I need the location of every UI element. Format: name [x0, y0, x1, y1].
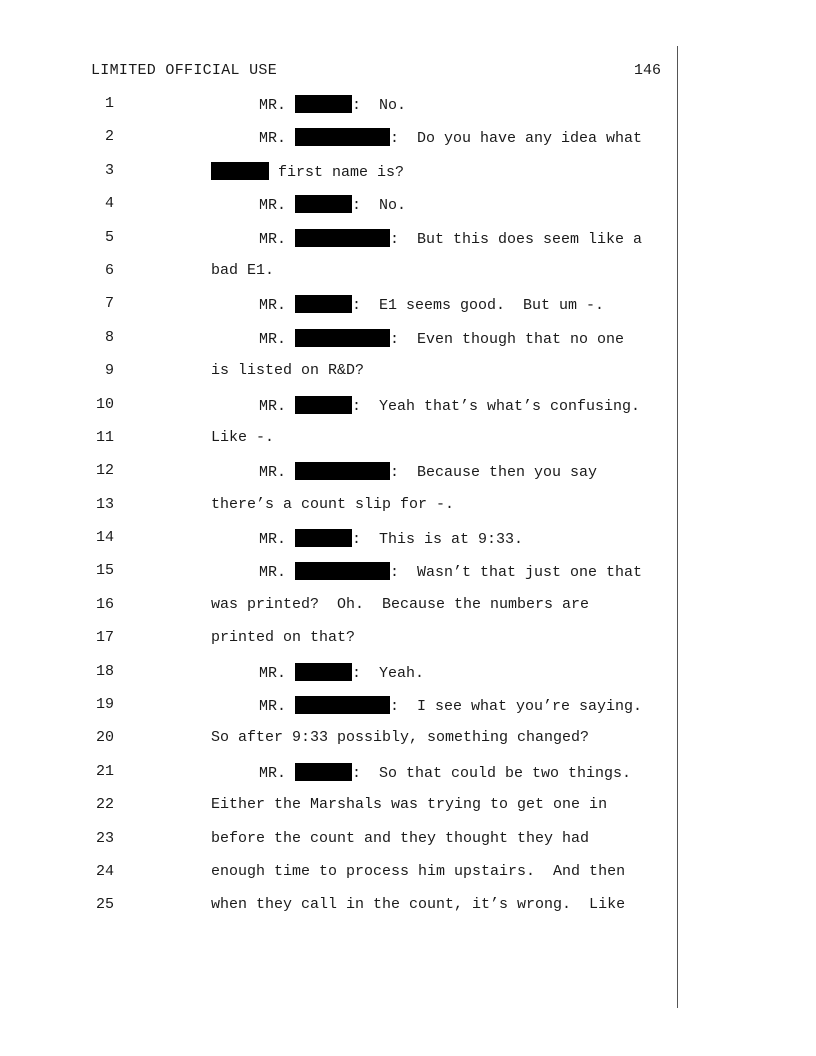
- line-text: [211, 796, 607, 814]
- transcript-line: [0, 628, 816, 661]
- spoken-text: first name is?: [269, 163, 405, 181]
- line-text: [211, 429, 274, 447]
- spoken-text: : Yeah.: [352, 664, 425, 682]
- line-text: [259, 696, 642, 716]
- line-number: 19: [95, 696, 114, 714]
- line-number: 15: [95, 562, 114, 580]
- transcript-lines: [0, 94, 816, 929]
- line-text: [259, 529, 523, 549]
- redaction-box: [295, 295, 352, 313]
- line-number: 16: [95, 595, 114, 613]
- transcript-line: [0, 161, 816, 194]
- spoken-text: : Because then you say: [390, 464, 598, 482]
- transcript-line: [0, 595, 816, 628]
- line-number: 12: [95, 462, 114, 480]
- line-number: 24: [95, 862, 114, 880]
- line-text: [259, 229, 642, 249]
- line-text: [259, 663, 424, 683]
- transcript-line: [0, 495, 816, 528]
- transcript-line: [0, 294, 816, 327]
- transcript-line: [0, 328, 816, 361]
- spoken-text: : No.: [352, 97, 407, 114]
- spoken-text: : E1 seems good. But um -.: [352, 297, 605, 315]
- spoken-text: So after 9:33 possibly, something changed?: [211, 729, 590, 747]
- line-text: [211, 629, 355, 647]
- page-number: 146: [634, 62, 662, 79]
- transcript-line: [0, 127, 816, 160]
- speaker-prefix: MR.: [259, 464, 296, 482]
- redaction-box: [295, 462, 390, 480]
- line-text: [211, 863, 625, 881]
- line-number: 2: [104, 128, 114, 146]
- redaction-box: [295, 396, 352, 414]
- speaker-prefix: MR.: [259, 97, 296, 114]
- spoken-text: Either the Marshals was trying to get one in: [211, 796, 608, 814]
- speaker-prefix: MR.: [259, 564, 296, 582]
- spoken-text: enough time to process him upstairs. And then: [211, 862, 626, 880]
- transcript-line: [0, 728, 816, 761]
- spoken-text: : No.: [352, 197, 407, 215]
- line-text: [211, 596, 589, 614]
- speaker-prefix: MR.: [259, 330, 296, 348]
- spoken-text: : Wasn’t that just one that: [390, 564, 643, 582]
- transcript-line: [0, 829, 816, 862]
- speaker-prefix: MR.: [259, 664, 296, 682]
- transcript-line: [0, 662, 816, 695]
- line-number: 6: [104, 261, 114, 279]
- transcript-line: [0, 395, 816, 428]
- line-text: [259, 95, 406, 115]
- line-text: [211, 262, 274, 280]
- redaction-box: [295, 562, 390, 580]
- redaction-box: [295, 763, 352, 781]
- redaction-box: [295, 329, 390, 347]
- speaker-prefix: MR.: [259, 764, 296, 782]
- line-text: [211, 496, 454, 514]
- line-number: 13: [95, 495, 114, 513]
- speaker-prefix: MR.: [259, 297, 296, 315]
- line-text: [259, 195, 406, 215]
- line-text: [259, 295, 604, 315]
- line-number: 11: [95, 428, 114, 446]
- line-number: 20: [95, 729, 114, 747]
- transcript-line: [0, 194, 816, 227]
- line-number: 4: [104, 195, 114, 213]
- spoken-text: when they call in the count, it’s wrong. Like: [211, 896, 626, 914]
- redaction-box: [295, 95, 352, 113]
- line-text: [211, 830, 589, 848]
- spoken-text: bad E1.: [211, 261, 275, 279]
- redaction-box: [295, 229, 390, 247]
- spoken-text: there’s a count slip for -.: [211, 495, 455, 513]
- speaker-prefix: MR.: [259, 130, 296, 148]
- line-number: 14: [95, 529, 114, 547]
- transcript-line: [0, 94, 816, 127]
- line-text: [259, 329, 624, 349]
- classification-marking: LIMITED OFFICIAL USE: [91, 62, 278, 79]
- redaction-box: [295, 696, 390, 714]
- spoken-text: : Yeah that’s what’s confusing.: [352, 397, 641, 415]
- redaction-box: [295, 195, 352, 213]
- redaction-box: [295, 529, 352, 547]
- transcript-line: [0, 361, 816, 394]
- line-number: 23: [95, 829, 114, 847]
- transcript-line: [0, 695, 816, 728]
- line-text: [211, 162, 404, 182]
- line-text: [259, 128, 642, 148]
- line-number: 18: [95, 662, 114, 680]
- spoken-text: : But this does seem like a: [390, 230, 643, 248]
- line-number: 9: [104, 362, 114, 380]
- spoken-text: : Do you have any idea what: [390, 130, 643, 148]
- line-text: [259, 562, 642, 582]
- speaker-prefix: MR.: [259, 197, 296, 215]
- spoken-text: before the count and they thought they had: [211, 829, 590, 847]
- redaction-box: [295, 128, 390, 146]
- transcript-line: [0, 528, 816, 561]
- line-number: 25: [95, 896, 114, 914]
- redaction-box: [295, 663, 352, 681]
- spoken-text: : Even though that no one: [390, 330, 625, 348]
- speaker-prefix: MR.: [259, 531, 296, 549]
- line-number: 7: [104, 295, 114, 313]
- line-text: [259, 763, 631, 783]
- line-number: 22: [95, 796, 114, 814]
- line-text: [259, 396, 640, 416]
- line-number: 8: [104, 328, 114, 346]
- line-number: 5: [104, 228, 114, 246]
- transcript-line: [0, 895, 816, 928]
- transcript-line: [0, 428, 816, 461]
- line-text: [211, 362, 364, 380]
- spoken-text: was printed? Oh. Because the numbers are: [211, 595, 590, 613]
- spoken-text: Like -.: [211, 428, 275, 446]
- spoken-text: : This is at 9:33.: [352, 531, 524, 549]
- speaker-prefix: MR.: [259, 397, 296, 415]
- line-number: 1: [104, 95, 114, 112]
- transcript-line: [0, 561, 816, 594]
- spoken-text: is listed on R&D?: [211, 362, 365, 380]
- redaction-box: [211, 162, 269, 180]
- line-number: 10: [95, 395, 114, 413]
- transcript-line: [0, 261, 816, 294]
- line-text: [211, 896, 625, 914]
- transcript-line: [0, 862, 816, 895]
- line-number: 21: [95, 762, 114, 780]
- transcript-line: [0, 228, 816, 261]
- speaker-prefix: MR.: [259, 698, 296, 716]
- transcript-line: [0, 762, 816, 795]
- spoken-text: printed on that?: [211, 629, 356, 647]
- line-number: 3: [104, 161, 114, 179]
- transcript-line: [0, 461, 816, 494]
- line-text: [211, 729, 589, 747]
- spoken-text: : So that could be two things.: [352, 764, 632, 782]
- transcript-line: [0, 795, 816, 828]
- line-number: 17: [95, 629, 114, 647]
- speaker-prefix: MR.: [259, 230, 296, 248]
- line-text: [259, 462, 597, 482]
- spoken-text: : I see what you’re saying.: [390, 698, 643, 716]
